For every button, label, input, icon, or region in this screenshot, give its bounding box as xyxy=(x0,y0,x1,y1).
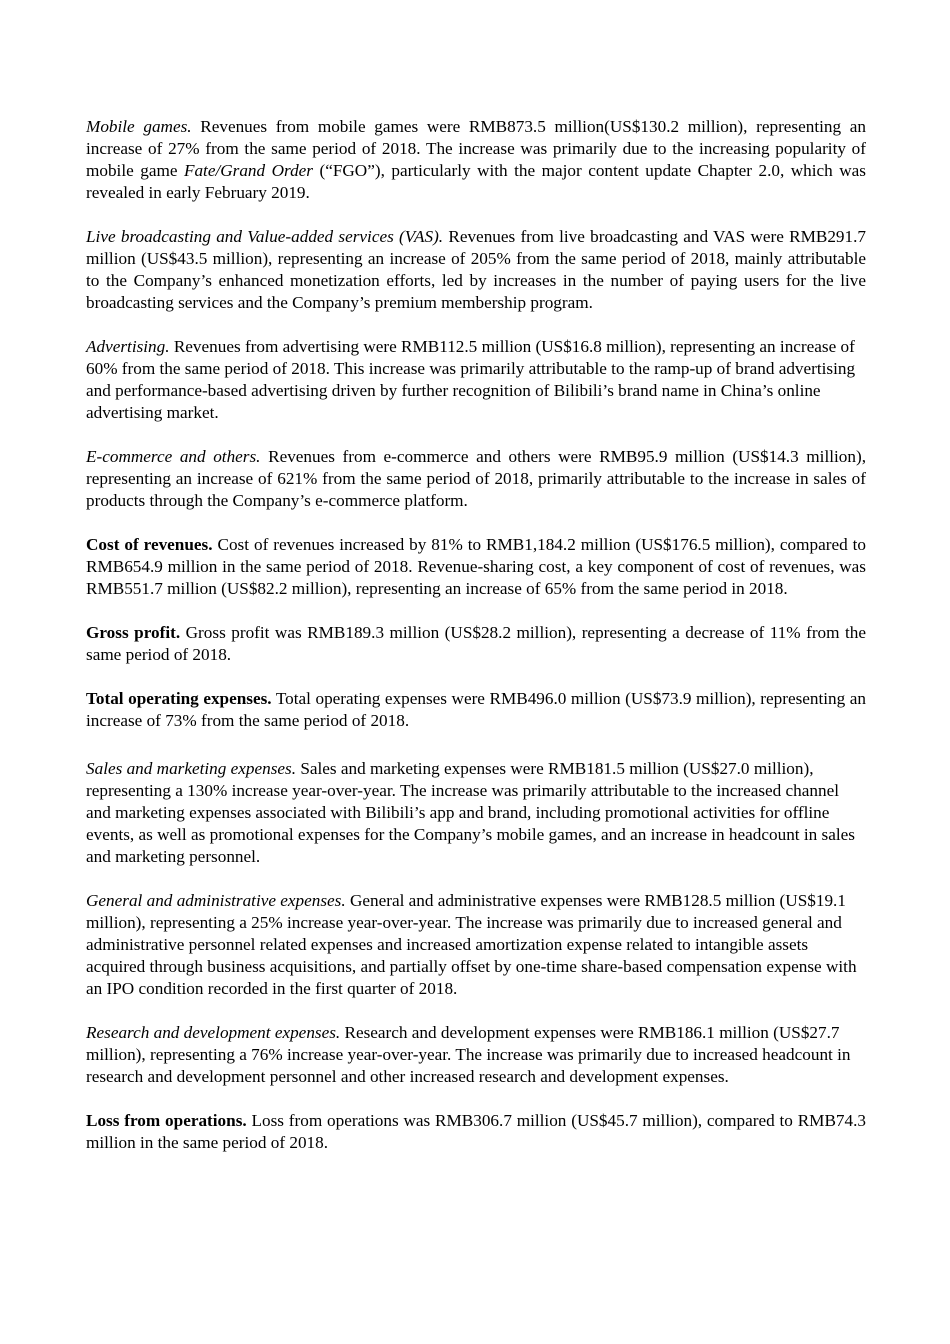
lead-total-opex: Total operating expenses. xyxy=(86,689,272,708)
paragraph-mobile-games xyxy=(86,116,866,204)
paragraph-cost-of-revenues xyxy=(86,534,866,600)
text-loss-from-operations: Loss from operations was RMB306.7 million (US$45.7 million), compared to RMB74.3 million in the same period of 2018. xyxy=(86,1111,866,1152)
lead-sales-marketing: Sales and marketing expenses. xyxy=(86,759,297,778)
text-gross-profit: Gross profit was RMB189.3 million (US$28.2 million), representing a decrease of 11% from the same period of 2018. xyxy=(86,623,866,664)
text-r-and-d: Research and development expenses were RMB186.1 million (US$27.7 million), representing a 76% increase year-over-year. The increase was primarily due to increased headcount in research and development personnel and other increased research and development expenses. xyxy=(86,1023,851,1086)
text-g-and-a: General and administrative expenses were RMB128.5 million (US$19.1 million), representing a 25% increase year-over-year. The increase was primarily due to increased general and administrative personnel related expenses and increased amortization expense related to intangible assets acquired through business acquisitions, and partially offset by one-time share-based compensation expense with an IPO condition recorded in the first quarter of 2018. xyxy=(86,891,857,998)
lead-mobile-games: Mobile games. xyxy=(86,117,192,136)
paragraph-loss-from-operations xyxy=(86,1110,866,1154)
paragraph-gross-profit xyxy=(86,622,866,666)
paragraph-live-vas xyxy=(86,226,866,314)
lead-live-vas: Live broadcasting and Value-added services (VAS). xyxy=(86,227,444,246)
text-sales-marketing: Sales and marketing expenses were RMB181.5 million (US$27.0 million), representing a 130% increase year-over-year. The increase was primarily attributable to the increased channel and marketing expenses associated with Bilibili’s app and brand, including promotional activities for offline events, as well as promotional expenses for the Company’s mobile games, and an increase in headcount in sales and marketing personnel. xyxy=(86,759,855,866)
text-mobile-games-a: Revenues from mobile games were RMB873.5 million(US$130.2 million), representing an increase of 27% from the same period of 2018. The increase was primarily due to the increasing popularity of mobile game xyxy=(86,117,866,180)
game-title: Fate/Grand Order xyxy=(183,161,313,180)
lead-gross-profit: Gross profit. xyxy=(86,623,181,642)
text-total-opex: Total operating expenses were RMB496.0 million (US$73.9 million), representing an increase of 73% from the same period of 2018. xyxy=(86,689,867,730)
text-cost-of-revenues-a: Cost of revenues increased by 81% to RMB1,184.2 million (US$176.5 million), compared to RMB654.9 million in the same period of 2018. Revenue-sharing cost xyxy=(86,535,866,576)
lead-loss-from-operations: Loss from operations. xyxy=(86,1111,247,1130)
text-cost-of-revenues-b: , a key component of cost of revenues, was RMB551.7 million (US$82.2 million), representing an increase of 65% from the same period in 2018. xyxy=(86,557,866,598)
lead-g-and-a: General and administrative expenses. xyxy=(86,891,346,910)
paragraph-g-and-a xyxy=(86,890,866,1000)
text-ecommerce: Revenues from e-commerce and others were RMB95.9 million (US$14.3 million), representing an increase of 621% from the same period of 2018, primarily attributable to the increase in sales of products through the Company’s e-commerce platform. xyxy=(86,447,866,510)
lead-ecommerce: E-commerce and others. xyxy=(86,447,261,466)
text-live-vas: Revenues from live broadcasting and VAS were RMB291.7 million (US$43.5 million), representing an increase of 205% from the same period of 2018, mainly attributable to the Company’s enhanced monetization efforts, led by increases in the number of paying users for the live broadcasting services and the Company’s premium membership program. xyxy=(86,227,866,312)
paragraph-ecommerce xyxy=(86,446,866,512)
text-mobile-games-b: (“FGO”), particularly with the major content update Chapter 2.0, which was revealed in early February 2019. xyxy=(86,161,866,202)
paragraph-r-and-d xyxy=(86,1022,866,1088)
paragraph-total-opex xyxy=(86,688,866,732)
text-advertising: Revenues from advertising were RMB112.5 million (US$16.8 million), representing an increase of 60% from the same period of 2018. This increase was primarily attributable to the ramp-up of brand advertising and performance-based advertising driven by further recognition of Bilibili’s brand name in China’s online advertising market. xyxy=(86,337,856,422)
paragraph-advertising xyxy=(86,336,866,424)
lead-r-and-d: Research and development expenses. xyxy=(86,1023,341,1042)
paragraph-sales-marketing xyxy=(86,758,866,868)
lead-advertising: Advertising. xyxy=(86,337,170,356)
document-body xyxy=(86,116,866,1154)
lead-cost-of-revenues: Cost of revenues. xyxy=(86,535,213,554)
